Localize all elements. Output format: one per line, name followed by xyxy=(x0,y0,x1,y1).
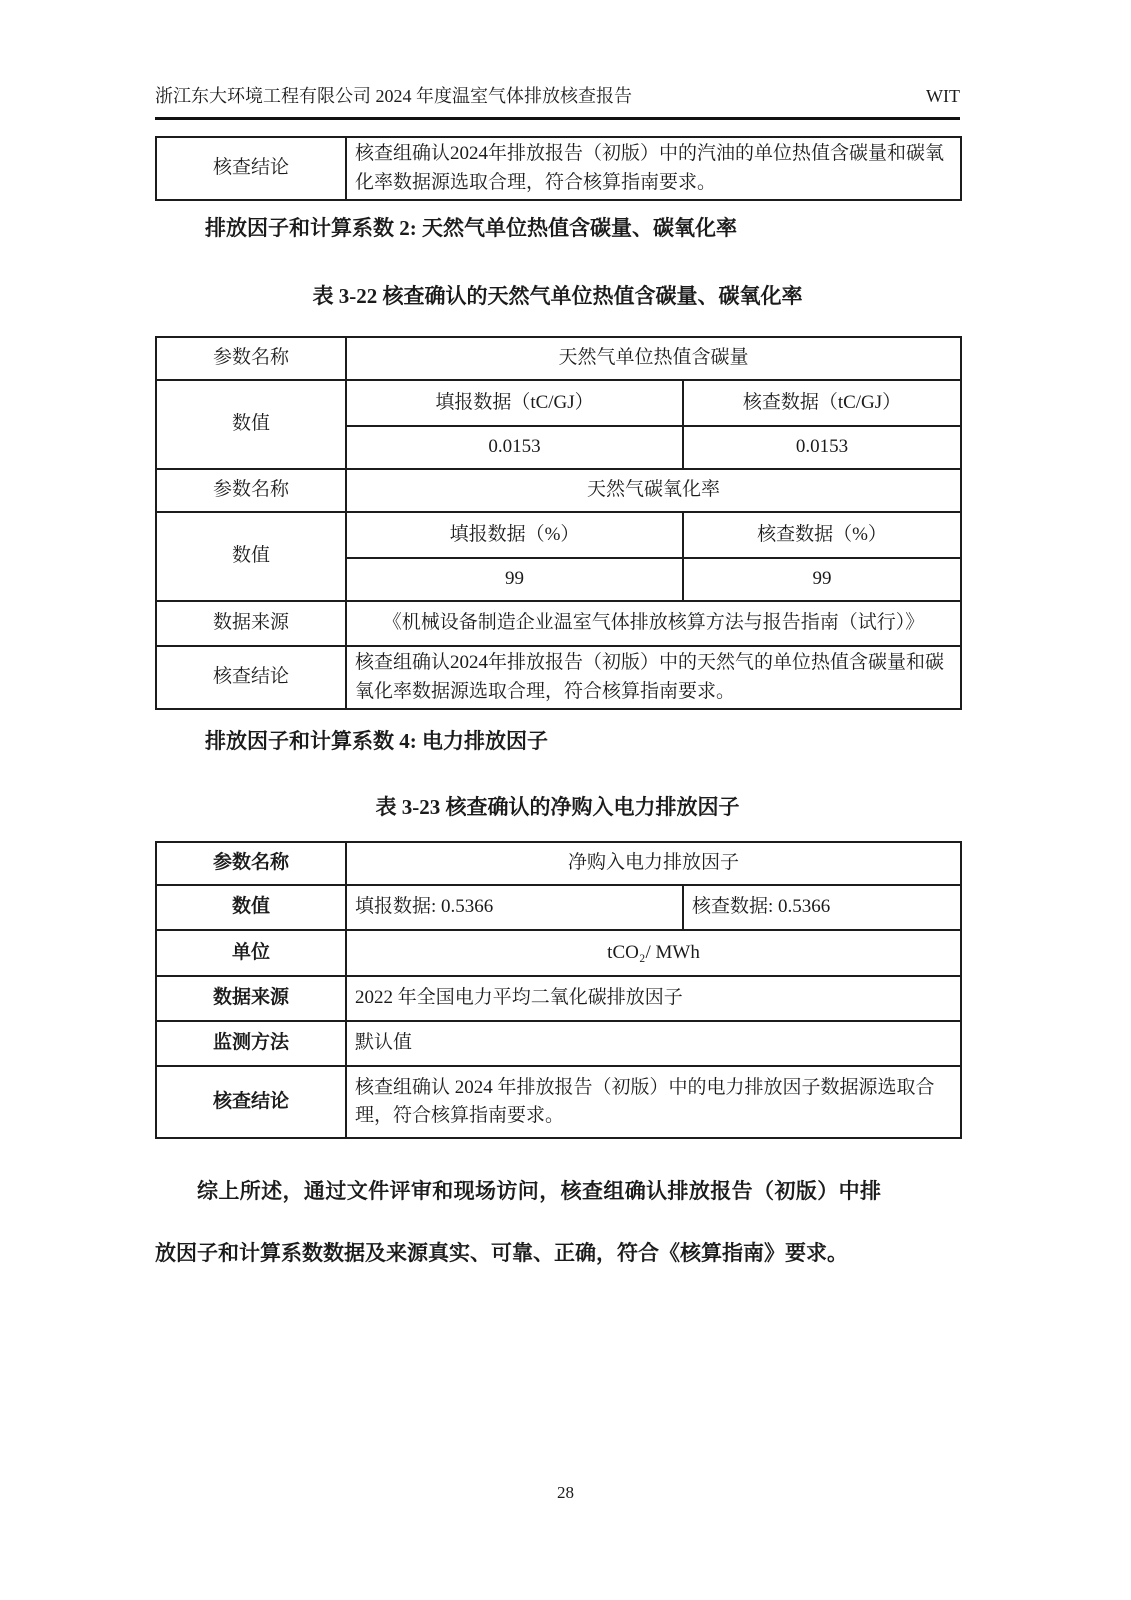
param-name-label-cell: 参数名称 xyxy=(156,842,346,885)
reported-data-header-cell: 填报数据（tC/GJ） xyxy=(346,380,683,426)
table-row xyxy=(156,1021,961,1066)
table-row xyxy=(156,380,961,426)
param-name-label-cell: 参数名称 xyxy=(156,337,346,380)
conclusion-label-cell: 核查结论 xyxy=(156,1066,346,1138)
conclusion-value-cell: 核查组确认2024年排放报告（初版）中的天然气的单位热值含碳量和碳氧化率数据源选取合理，符合核算指南要求。 xyxy=(346,646,961,709)
table-row xyxy=(156,512,961,558)
param-name-label-cell: 参数名称 xyxy=(156,469,346,512)
header-rule xyxy=(155,117,960,120)
conclusion-label-cell: 核查结论 xyxy=(156,646,346,709)
table-row xyxy=(156,930,961,976)
header-title: 浙江东大环境工程有限公司 2024 年度温室气体排放核查报告 xyxy=(155,86,632,106)
data-source-value-cell: 2022 年全国电力平均二氧化碳排放因子 xyxy=(346,976,961,1021)
reported-data-value-cell: 99 xyxy=(346,558,683,601)
verified-data-value-cell: 核查数据: 0.5366 xyxy=(683,885,961,930)
table-row xyxy=(156,601,961,646)
table-row xyxy=(156,842,961,885)
table-row xyxy=(156,469,961,512)
conclusion-value-cell: 核查组确认2024年排放报告（初版）中的汽油的单位热值含碳量和碳氧化率数据源选取合理，符合核算指南要求。 xyxy=(346,137,961,200)
table-row xyxy=(156,137,961,200)
table-3-23-caption: 表 3-23 核查确认的净购入电力排放因子 xyxy=(375,795,740,819)
table-gasoline-conclusion xyxy=(155,136,962,201)
table-3-23 xyxy=(155,841,962,1139)
section-heading-factor-4: 排放因子和计算系数 4: 电力排放因子 xyxy=(205,729,548,753)
data-source-value-cell: 《机械设备制造企业温室气体排放核算方法与报告指南（试行）》 xyxy=(346,601,961,646)
table-row xyxy=(156,1066,961,1138)
page-header xyxy=(155,82,960,108)
monitoring-method-label-cell: 监测方法 xyxy=(156,1021,346,1066)
section-heading-factor-2: 排放因子和计算系数 2: 天然气单位热值含碳量、碳氧化率 xyxy=(205,216,737,240)
summary-paragraph: 综上所述，通过文件评审和现场访问，核查组确认排放报告（初版）中排放因子和计算系数数据及来源真实、可靠、正确，符合《核算指南》要求。 xyxy=(155,1179,881,1265)
conclusion-value-cell: 核查组确认 2024 年排放报告（初版）中的电力排放因子数据源选取合理，符合核算指南要求。 xyxy=(346,1066,961,1138)
reported-data-value-cell: 0.0153 xyxy=(346,426,683,469)
unit-label-cell: 单位 xyxy=(156,930,346,976)
verified-data-header-cell: 核查数据（%） xyxy=(683,512,961,558)
table-row xyxy=(156,885,961,930)
verified-data-value-cell: 99 xyxy=(683,558,961,601)
header-mark: WIT xyxy=(926,86,960,106)
value-label-cell: 数值 xyxy=(156,380,346,469)
verified-data-header-cell: 核查数据（tC/GJ） xyxy=(683,380,961,426)
table-row xyxy=(156,646,961,709)
table-3-22 xyxy=(155,336,962,710)
table-row xyxy=(156,337,961,380)
param-name-value-cell: 净购入电力排放因子 xyxy=(346,842,961,885)
value-label-cell: 数值 xyxy=(156,885,346,930)
verified-data-value-cell: 0.0153 xyxy=(683,426,961,469)
param-name-value-cell: 天然气碳氧化率 xyxy=(346,469,961,512)
conclusion-label-cell: 核查结论 xyxy=(156,137,346,200)
reported-data-value-cell: 填报数据: 0.5366 xyxy=(346,885,683,930)
table-row xyxy=(156,976,961,1021)
monitoring-method-value-cell: 默认值 xyxy=(346,1021,961,1066)
param-name-value-cell: 天然气单位热值含碳量 xyxy=(346,337,961,380)
reported-data-header-cell: 填报数据（%） xyxy=(346,512,683,558)
page-number: 28 xyxy=(557,1483,574,1502)
data-source-label-cell: 数据来源 xyxy=(156,601,346,646)
unit-value-cell: tCO₂/ MWh xyxy=(346,930,961,976)
data-source-label-cell: 数据来源 xyxy=(156,976,346,1021)
value-label-cell: 数值 xyxy=(156,512,346,601)
table-3-22-caption: 表 3-22 核查确认的天然气单位热值含碳量、碳氧化率 xyxy=(312,284,803,308)
